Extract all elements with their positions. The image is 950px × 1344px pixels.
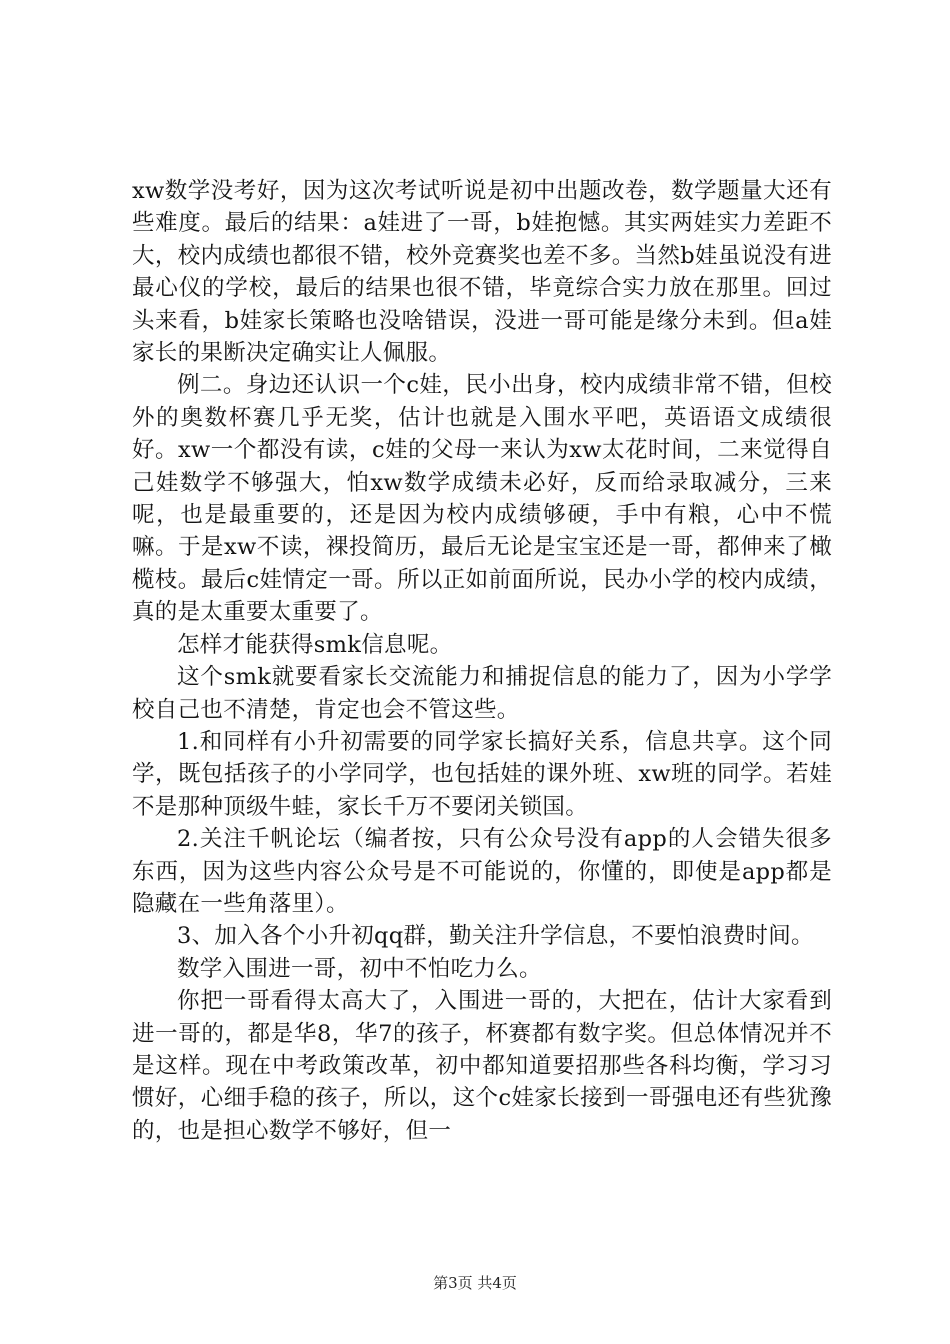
paragraph: 数学入围进一哥，初中不怕吃力么。 (177, 955, 542, 982)
paragraph: 1.和同样有小升初需要的同学家长搞好关系，信息共享。这个同学，既包括孩子的小学同学，也包括娃的课外班、xw班的同学。若娃不是那种顶级牛蛙，家长千万不要闭关锁国。 (132, 728, 832, 820)
paragraph: 3、加入各个小升初qq群，勤关注升学信息，不要怕浪费时间。 (177, 923, 814, 950)
paragraph: 2.关注千帆论坛（编者按，只有公众号没有app的人会错失很多东西，因为这些内容公众号是不可能说的，你懂的，即使是app都是隐藏在一些角落里）。 (132, 826, 832, 917)
paragraph: 你把一哥看得太高大了，入围进一哥的，大把在，估计大家看到进一哥的，都是华8，华7的孩子，杯赛都有数字奖。但总体情况并不是这样。现在中考政策改革，初中都知道要招那些各科均衡，学习习惯好，心细手稳的孩子，所以，这个c娃家长接到一哥强电还有些犹豫的，也是担心数学不够好，但一 (132, 988, 832, 1144)
paragraph: 例二。身边还认识一个c娃，民小出身，校内成绩非常不错，但校外的奥数杯赛几乎无奖，估计也就是入围水平吧，英语语文成绩很好。xw一个都没有读，c娃的父母一来认为xw太花时间，二来觉得自己娃数学不够强大，怕xw数学成绩未必好，反而给录取减分，三来呢，也是最重要的，还是因为校内成绩够硬，手中有粮，心中不慌嘛。于是xw不读，裸投简历，最后无论是宝宝还是一哥，都伸来了橄榄枝。最后c娃情定一哥。所以正如前面所说，民办小学的校内成绩，真的是太重要太重要了。 (132, 372, 832, 626)
body-text (132, 175, 832, 1147)
paragraph: 怎样才能获得smk信息呢。 (177, 631, 453, 658)
page-footer: 第3页 共4页 (433, 1274, 517, 1292)
paragraph: 这个smk就要看家长交流能力和捕捉信息的能力了，因为小学学校自己也不清楚，肯定也会不管这些。 (132, 664, 832, 723)
paragraph: xw数学没考好，因为这次考试听说是初中出题改卷，数学题量大还有些难度。最后的结果：a娃进了一哥，b娃抱憾。其实两娃实力差距不大，校内成绩也都很不错，校外竞赛奖也差不多。当然b娃虽说没有进最心仪的学校，最后的结果也很不错，毕竟综合实力放在那里。回过头来看，b娃家长策略也没啥错误，没进一哥可能是缘分未到。但a娃家长的果断决定确实让人佩服。 (132, 178, 832, 367)
